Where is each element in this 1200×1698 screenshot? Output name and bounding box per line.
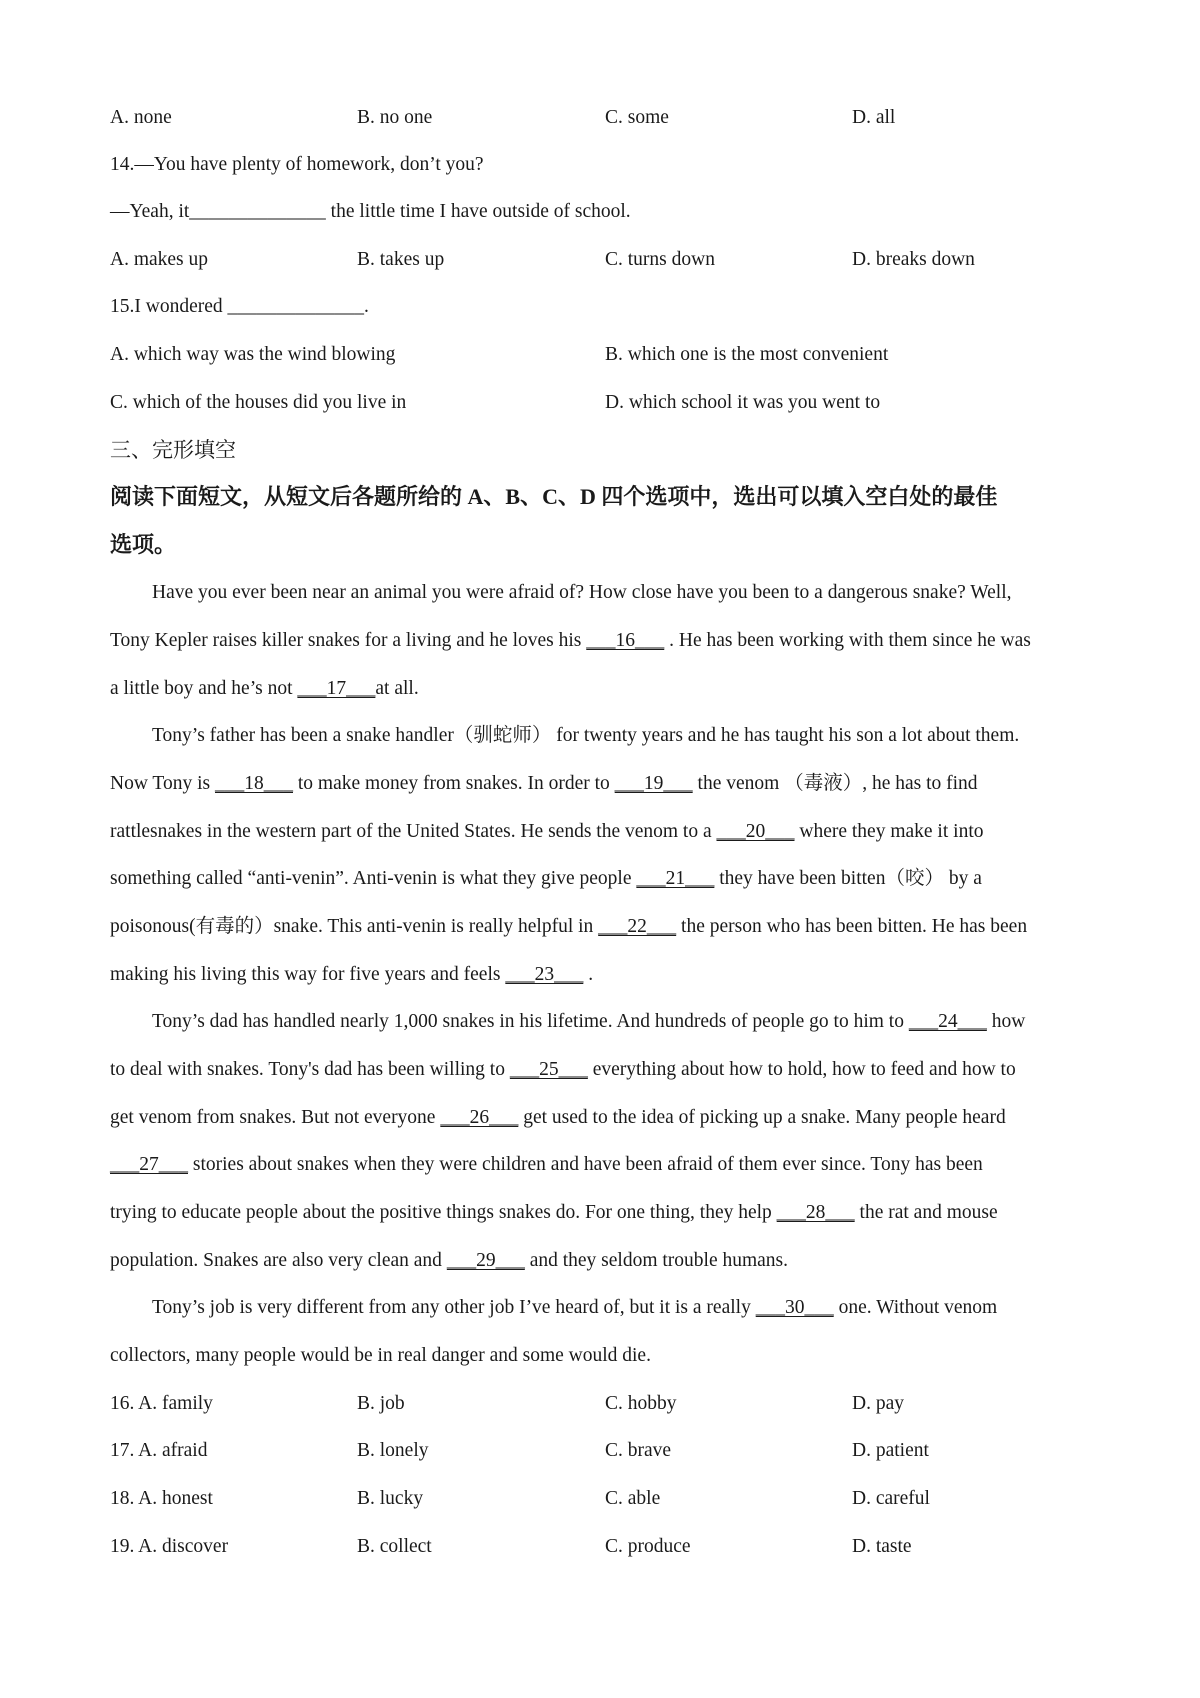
passage-line-5 — [110, 770, 1100, 798]
passage-line-11 — [110, 1056, 1100, 1084]
q17-option-c: C. brave — [605, 1440, 672, 1461]
passage-line-16 — [110, 1294, 1142, 1322]
blank-25: ___25___ — [509, 1059, 588, 1080]
passage-text: one. Without venom — [833, 1297, 998, 1318]
passage-text: at all. — [375, 678, 419, 699]
blank-28: ___28___ — [776, 1202, 855, 1223]
q15-option-b: B. which one is the most convenient — [605, 344, 889, 365]
blank-21: ___21___ — [636, 868, 715, 889]
passage-text: get used to the idea of picking up a snake. Many people heard — [518, 1107, 1006, 1128]
passage-text: Tony’s job is very different from any other job I’ve heard of, but it is a really — [152, 1297, 756, 1318]
passage-line-15 — [110, 1247, 1100, 1275]
passage-line-10 — [110, 1008, 1142, 1036]
q18-option-d: D. careful — [852, 1488, 930, 1509]
passage-text: . He has been working with them since he was — [664, 630, 1031, 651]
q19-option-c: C. produce — [605, 1536, 691, 1557]
passage-text: everything about how to hold, how to feed and how to — [587, 1059, 1016, 1080]
passage-text: Tony Kepler raises killer snakes for a living and he loves his — [110, 630, 587, 651]
blank-17: ___17___ — [297, 678, 376, 699]
passage-text: a little boy and he’s not — [110, 678, 298, 699]
q14-option-a: A. makes up — [110, 249, 209, 270]
blank-16: ___16___ — [586, 630, 665, 651]
passage-line-12 — [110, 1104, 1100, 1132]
blank-27: ___27___ — [110, 1154, 188, 1175]
q13-option-b: B. no one — [357, 107, 433, 128]
section-title: 三、完形填空 — [110, 438, 236, 462]
passage-text: the rat and mouse — [854, 1202, 998, 1223]
q19-option-a: 19. A. discover — [110, 1536, 229, 1557]
q14-reply-pre: —Yeah, it — [110, 201, 190, 222]
passage-line-6 — [110, 818, 1100, 846]
blank-22: ___22___ — [598, 916, 677, 937]
blank-26: ___26___ — [440, 1107, 519, 1128]
blank-24: ___24___ — [908, 1011, 987, 1032]
section-instruction-line1: 阅读下面短文，从短文后各题所给的 A、B、C、D 四个选项中，选出可以填入空白处的最佳 — [110, 484, 998, 509]
q18-option-a: 18. A. honest — [110, 1488, 213, 1509]
passage-text: making his living this way for five years and feels — [110, 964, 506, 985]
q17-option-b: B. lonely — [357, 1440, 429, 1461]
q15-stem-post: . — [364, 296, 369, 317]
passage-text: and they seldom trouble humans. — [524, 1250, 789, 1271]
passage-text: to make money from snakes. In order to — [293, 773, 615, 794]
blank-19: ___19___ — [614, 773, 693, 794]
passage-text: population. Snakes are also very clean and — [110, 1250, 447, 1271]
q16-option-b: B. job — [357, 1393, 405, 1414]
q16-option-d: D. pay — [852, 1393, 904, 1414]
q19-option-b: B. collect — [357, 1536, 432, 1557]
passage-text: get venom from snakes. But not everyone — [110, 1107, 441, 1128]
passage-line-4: Tony’s father has been a snake handler（驯蛇师） for twenty years and he has taught his son a lot about them. — [152, 725, 1020, 746]
passage-text: rattlesnakes in the western part of the United States. He sends the venom to a — [110, 821, 717, 842]
blank-30: ___30___ — [755, 1297, 834, 1318]
q14-option-d: D. breaks down — [852, 249, 975, 270]
passage-line-1: Have you ever been near an animal you were afraid of? How close have you been to a dangerous snake? Well, — [152, 582, 1012, 603]
q15-option-a: A. which way was the wind blowing — [110, 344, 396, 365]
passage-text: to deal with snakes. Tony's dad has been willing to — [110, 1059, 510, 1080]
blank-23: ___23___ — [505, 964, 584, 985]
passage-line-13 — [110, 1151, 1100, 1179]
passage-text: Tony’s dad has handled nearly 1,000 snakes in his lifetime. And hundreds of people go to him to — [152, 1011, 909, 1032]
passage-text: the person who has been bitten. He has been — [676, 916, 1028, 937]
q15-stem — [110, 293, 1100, 321]
q14-reply — [110, 198, 1100, 226]
passage-text: Now Tony is — [110, 773, 215, 794]
q14-blank: ______________ — [189, 201, 326, 222]
passage-text: . — [583, 964, 594, 985]
passage-text: poisonous(有毒的）snake. This anti-venin is really helpful in — [110, 916, 599, 937]
q15-option-c: C. which of the houses did you live in — [110, 392, 407, 413]
q19-option-d: D. taste — [852, 1536, 912, 1557]
q15-option-d: D. which school it was you went to — [605, 392, 881, 413]
q16-option-a: 16. A. family — [110, 1393, 213, 1414]
passage-line-2 — [110, 627, 1100, 655]
passage-text: trying to educate people about the positive things snakes do. For one thing, they help — [110, 1202, 777, 1223]
q14-reply-post: the little time I have outside of school. — [325, 201, 631, 222]
q13-option-c: C. some — [605, 107, 669, 128]
passage-text: where they make it into — [794, 821, 984, 842]
q14-option-b: B. takes up — [357, 249, 445, 270]
passage-line-7 — [110, 865, 1100, 893]
q14-stem: 14.—You have plenty of homework, don’t you? — [110, 154, 484, 175]
passage-line-8 — [110, 913, 1100, 941]
blank-20: ___20___ — [716, 821, 795, 842]
passage-text: the venom （毒液）, he has to find — [692, 773, 978, 794]
q13-option-a: A. none — [110, 107, 172, 128]
q16-option-c: C. hobby — [605, 1393, 677, 1414]
q15-stem-pre: 15.I wondered — [110, 296, 228, 317]
blank-29: ___29___ — [446, 1250, 525, 1271]
passage-line-14 — [110, 1199, 1100, 1227]
passage-text: they have been bitten（咬） by a — [714, 868, 982, 889]
passage-line-17: collectors, many people would be in real danger and some would die. — [110, 1345, 651, 1366]
passage-text: stories about snakes when they were children and have been afraid of them ever since. Tony has been — [188, 1154, 983, 1175]
blank-18: ___18___ — [215, 773, 293, 794]
q18-option-c: C. able — [605, 1488, 661, 1509]
passage-line-9 — [110, 961, 1100, 989]
passage-line-3 — [110, 675, 1100, 703]
section-instruction-line2: 选项。 — [110, 532, 177, 557]
q15-blank: ______________ — [227, 296, 365, 317]
q17-option-d: D. patient — [852, 1440, 929, 1461]
q14-option-c: C. turns down — [605, 249, 715, 270]
passage-text: how — [986, 1011, 1026, 1032]
passage-text: something called “anti-venin”. Anti-venin is what they give people — [110, 868, 637, 889]
q18-option-b: B. lucky — [357, 1488, 424, 1509]
q13-option-d: D. all — [852, 107, 896, 128]
q17-option-a: 17. A. afraid — [110, 1440, 208, 1461]
